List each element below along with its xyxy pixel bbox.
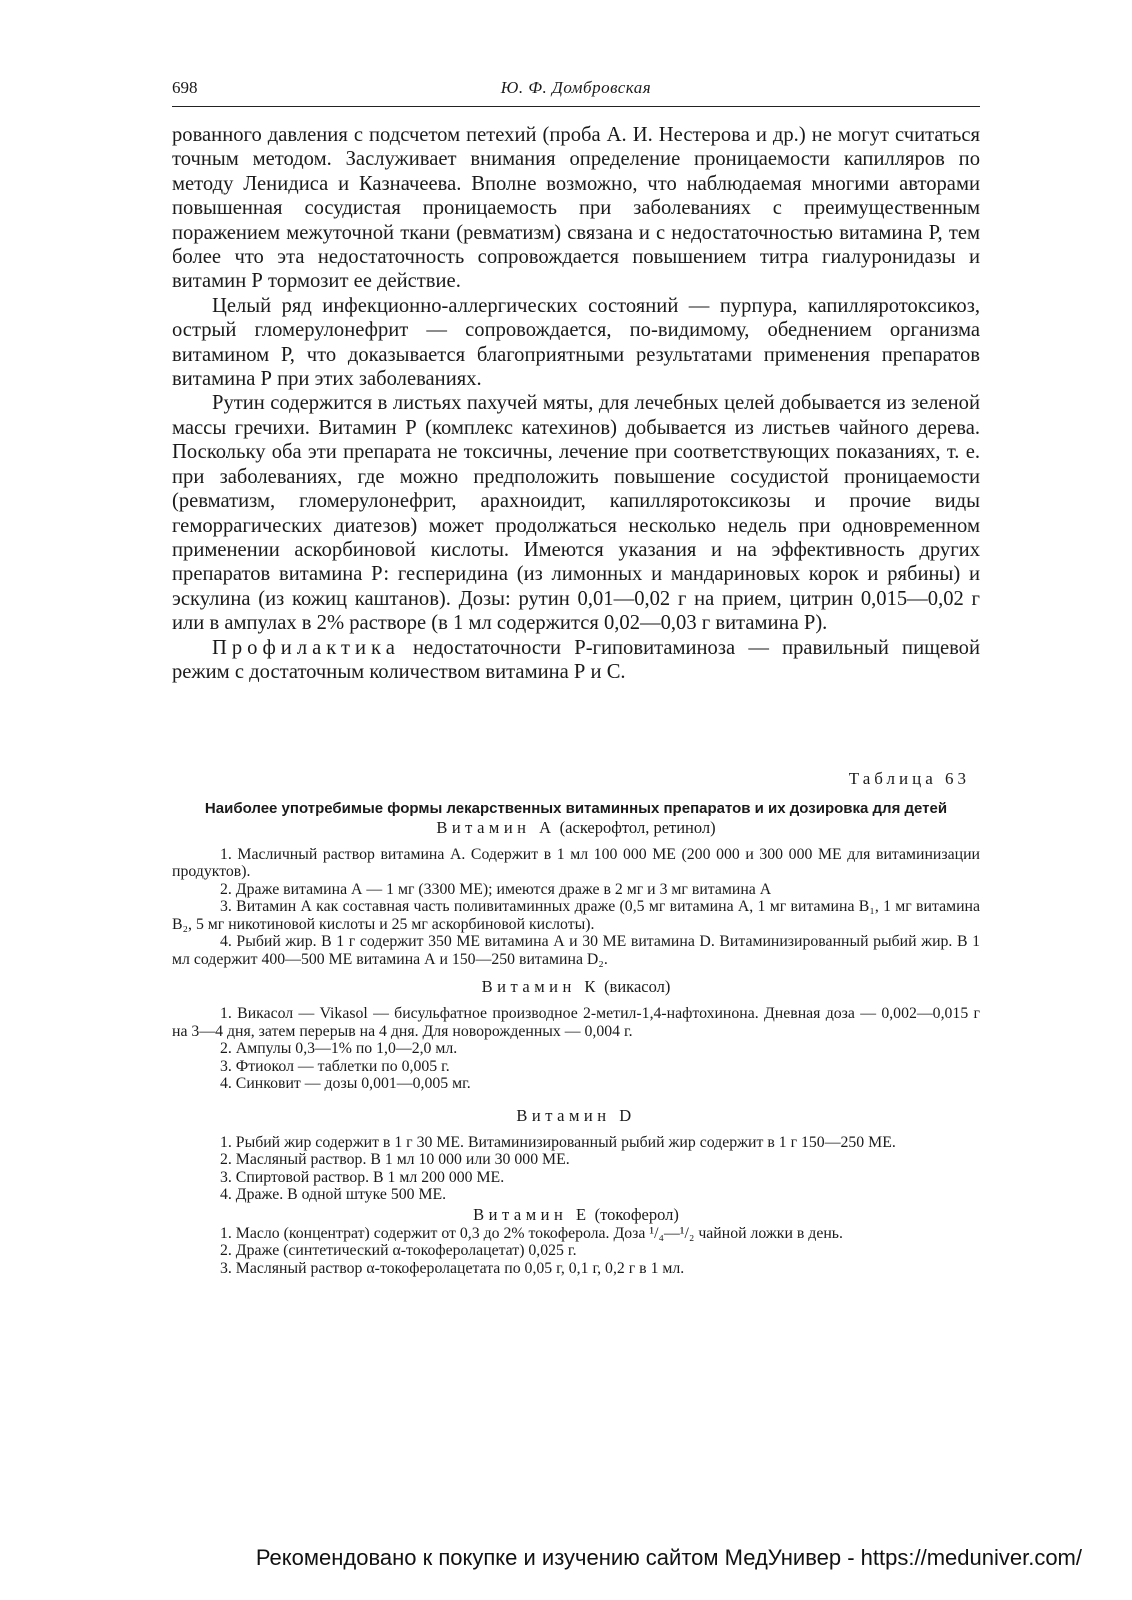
list-item: 2. Драже (синтетический α-токоферолацетат) 0,025 г.	[220, 1242, 577, 1259]
list-item: 4. Синковит — дозы 0,001—0,005 мг.	[220, 1075, 471, 1092]
section-name: Витамин К	[481, 977, 600, 996]
list-item: 2. Драже витамина А — 1 мг (3300 МЕ); имеются драже в 2 мг и 3 мг витамина А	[220, 880, 772, 898]
table-label: Таблица 63	[848, 769, 970, 788]
paragraph-3: Рутин содержится в листьях пахучей мяты, для лечебных целей добывается из зеленой массы гречихи. Витамин Р (комплекс катехинов) добывается из листьев чайного дерева. Поскольку оба эти препарата не токсичны, лечение при соответствующих показаниях, т. е. при заболеваниях, где можно предположить повышение сосудистой проницаемости (ревматизм, гломерулонефрит, арахноидит, капилляротоксикозы и прочие виды геморрагических диатезов) может продолжаться несколько недель при одновременном применении аскорбиновой кислоты. Имеются указания и на эффективность других препаратов витамина Р: гесперидина (из лимонных и мандариновых корок и рябины) и эскулина (из кожиц каштанов). Дозы: рутин 0,01—0,02 г на прием, цитрин 0,015—0,02 г или в ампулах в 2% растворе (в 1 мл содержится 0,02—0,03 г витамина Р).	[172, 392, 980, 635]
list-item: 1. Рыбий жир содержит в 1 г 30 МЕ. Витаминизированный рыбий жир содержит в 1 г 150—250 МЕ.	[220, 1133, 896, 1151]
paragraph-1: рованного давления с подсчетом петехий (проба А. И. Нестерова и др.) не могут считаться точным методом. Заслуживает внимания определение проницаемости капилляров по методу Ленидиса и Казначеева. Вполне возможно, что наблюдаемая многими авторами повышенная сосудистая проницаемость при заболеваниях с преимущественным поражением межуточной ткани (ревматизм) связана и с недостаточностью витамина Р, тем более что эта недостаточность сопровождается повышением титра гиалуронидазы и витамин Р тормозит ее действие.	[172, 124, 980, 293]
running-head-author: Ю. Ф. Домбровская	[500, 78, 652, 97]
page-number: 698	[172, 78, 198, 97]
section-heading-vitamin-a	[172, 817, 980, 838]
table-title: Наиболее употребимые формы лекарственных витаминных препаратов и их дозировка для детей	[204, 799, 948, 817]
list-item: 1. Викасол — Vikasol — бисульфатное производное 2-метил-1,4-нафтохинона. Дневная доза — 0,002—0,015 г на 3—4 дня, затем перерыв на 4 дня. Для новорожденных — 0,004 г.	[172, 1005, 980, 1040]
list-item: 4. Рыбий жир. В 1 г содержит 350 МЕ витамина А и 30 МЕ витамина D. Витаминизированный рыбий жир. В 1 мл содержит 400—500 МЕ витамина А и 150—250 витамина D₂.	[172, 933, 980, 968]
paragraph-prophylaxis	[172, 636, 980, 685]
list-item: 2. Масляный раствор. В 1 мл 10 000 или 30 000 МЕ.	[220, 1151, 570, 1168]
list-item: 4. Драже. В одной штуке 500 МЕ.	[220, 1186, 447, 1203]
list-item: 1. Масло (концентрат) содержит от 0,3 до 2% токоферола. Доза ¹/₄—¹/₂ чайной ложки в день.	[220, 1224, 843, 1242]
section-heading-vitamin-e	[172, 1204, 980, 1225]
list-item: 3. Масляный раствор α-токоферолацетата по 0,05 г, 0,1 г, 0,2 г в 1 мл.	[220, 1259, 685, 1277]
list-item: 3. Фтиокол — таблетки по 0,005 г.	[220, 1057, 450, 1075]
section-note: (аскерофтол, ретинол)	[555, 817, 716, 837]
section-name: Витамин D	[516, 1105, 636, 1125]
section-note: (токоферол)	[590, 1204, 679, 1224]
body-text	[172, 123, 980, 684]
paragraph-2: Целый ряд инфекционно-аллергических состояний — пурпура, капилляротоксикоз, острый гломерулонефрит — сопровождается, по-видимому, обеднением организма витамином Р, что доказывается благоприятными результатами применения препаратов витамина Р при этих заболеваниях.	[172, 294, 980, 391]
section-heading-vitamin-k	[172, 976, 980, 997]
section-name: Витамин Е	[473, 1204, 591, 1224]
section-note: (викасол)	[599, 977, 671, 996]
table-63	[172, 770, 980, 1277]
footer-watermark: Рекомендовано к покупке и изучению сайтом МедУнивер - https://meduniver.com/	[255, 1545, 1082, 1570]
section-name: Витамин А	[436, 817, 556, 837]
list-item: 3. Витамин А как составная часть поливитаминных драже (0,5 мг витамина А, 1 мг витамина B₁, 1 мг витамина B₂, 5 мг никотиновой кислоты и 25 мг аскорбиновой кислоты).	[172, 898, 980, 933]
prophylaxis-text: недостаточности Р-гиповитаминоза — правильный пищевой режим с достаточным количеством витамина Р и С.	[172, 636, 980, 683]
list-item: 1. Масличный раствор витамина А. Содержит в 1 мл 100 000 МЕ (200 000 и 300 000 МЕ для витаминизации продуктов).	[172, 845, 980, 880]
prophylaxis-lead: Профилактика	[212, 636, 400, 659]
page-header	[172, 76, 980, 107]
section-heading-vitamin-d	[172, 1105, 980, 1126]
list-item: 3. Спиртовой раствор. В 1 мл 200 000 МЕ.	[220, 1168, 505, 1186]
list-item: 2. Ампулы 0,3—1% по 1,0—2,0 мл.	[220, 1040, 458, 1057]
